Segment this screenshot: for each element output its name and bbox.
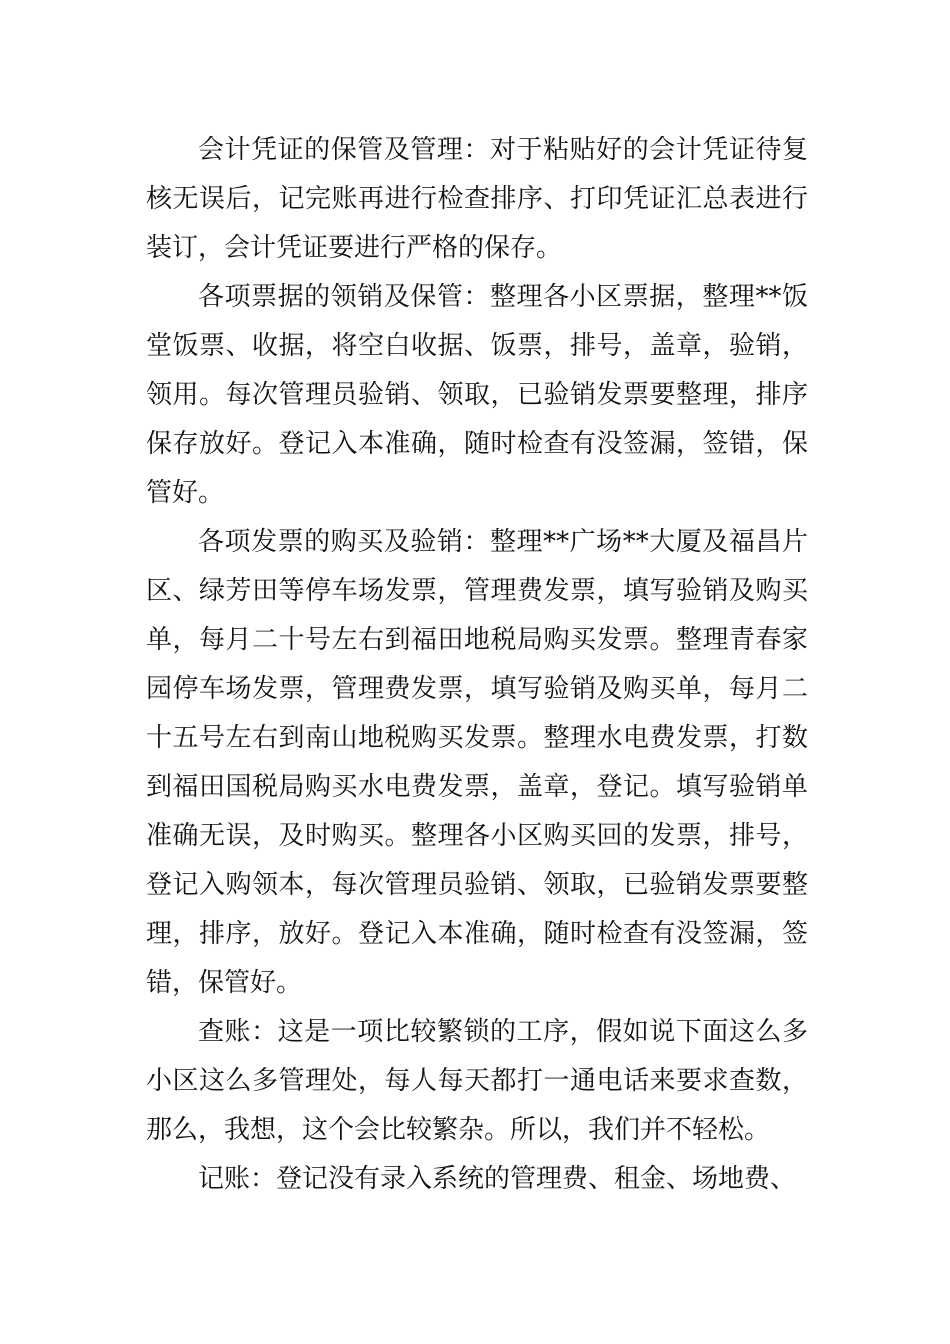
paragraph-voucher-custody: 会计凭证的保管及管理：对于粘贴好的会计凭证待复核无误后，记完账再进行检查排序、打印凭证汇总表进行装订，会计凭证要进行严格的保存。 [146,135,808,263]
document-body [146,126,808,1204]
paragraph-invoice-purchase: 各项发票的购买及验销：整理**广场**大厦及福昌片区、绿芳田等停车场发票，管理费发票，填写验销及购买单，每月二十号左右到福田地税局购买发票。整理青春家园停车场发票，管理费发票，填写验销及购买单，每月二十五号左右到南山地税购买发票。整理水电费发票，打数到福田国税局购买水电费发票，盖章，登记。填写验销单准确无误，及时购买。整理各小区购买回的发票，排号，登记入购领本，每次管理员验销、领取，已验销发票要整理，排序，放好。登记入本准确，随时检查有没签漏，签错，保管好。 [146,527,808,998]
paragraph-receipt-management: 各项票据的领销及保管：整理各小区票据，整理**饭堂饭票、收据，将空白收据、饭票，排号，盖章，验销，领用。每次管理员验销、领取，已验销发票要整理，排序保存放好。登记入本准确，随时检查有没签漏，签错，保管好。 [146,282,808,508]
paragraph-account-checking: 查账：这是一项比较繁锁的工序，假如说下面这么多小区这么多管理处，每人每天都打一通电话来要求查数，那么，我想，这个会比较繁杂。所以，我们并不轻松。 [146,1017,808,1145]
paragraph-bookkeeping: 记账：登记没有录入系统的管理费、租金、场地费、 [198,1164,797,1194]
